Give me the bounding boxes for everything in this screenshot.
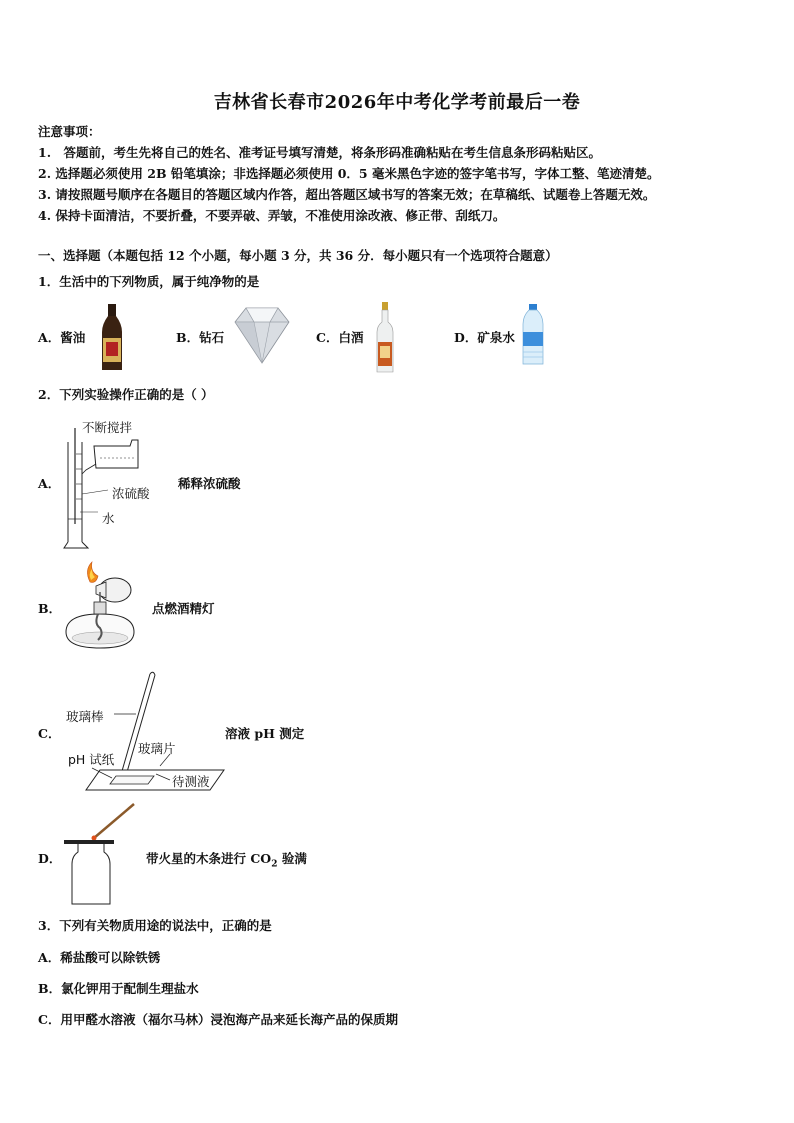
alcohol-lamp-figure: [60, 562, 142, 654]
q3-option-b: [38, 979, 199, 997]
dilution-label-water: 水: [102, 511, 115, 526]
q3-option-c-letter: C．: [38, 1012, 61, 1027]
q1-option-a-letter: A．: [38, 330, 61, 345]
q1-option-a: [38, 328, 85, 346]
q1-option-c-letter: C．: [316, 330, 339, 345]
q1-option-b: [176, 328, 224, 346]
q2-option-a-text: 稀释浓硫酸: [178, 476, 241, 491]
q3-option-b-text: 氯化钾用于配制生理盐水: [61, 981, 199, 996]
q1-option-b-text: 钻石: [199, 330, 225, 345]
co2-test-figure: [60, 800, 140, 908]
notice-item-2: 2. 选择题必须使用 2B 铅笔填涂；非选择题必须使用 0．5 毫米黑色字迹的签字笔书写，字体工整、笔迹清楚。: [38, 166, 660, 181]
q3-option-c: [38, 1010, 398, 1028]
q1-option-c: [316, 328, 363, 346]
notice-heading: 注意事项：: [38, 124, 101, 139]
question-3-stem: 3．下列有关物质用途的说法中，正确的是: [38, 918, 272, 933]
page-title: 吉林省长春市2026年中考化学考前最后一卷: [213, 92, 581, 113]
q1-option-d-text: 矿泉水: [477, 330, 515, 345]
q2-option-c-text: 溶液 pH 测定: [225, 726, 305, 741]
q3-option-a-letter: A．: [38, 950, 61, 965]
q2-option-d-text: [146, 849, 307, 870]
question-2-stem: 2．下列实验操作正确的是（ ）: [38, 387, 214, 402]
q3-option-a-text: 稀盐酸可以除铁锈: [60, 950, 161, 965]
notice-item-1: 1. 答题前，考生先将自己的姓名、准考证号填写清楚，将条形码准确粘贴在考生信息条形码粘贴区。: [38, 145, 602, 160]
q3-option-a: [38, 948, 160, 966]
section-heading: 一、选择题（本题包括 12 个小题，每小题 3 分，共 36 分．每小题只有一个选项符合题意）: [38, 248, 558, 263]
q1-option-d: [454, 328, 515, 346]
q2-option-b-text: 点燃酒精灯: [152, 601, 215, 616]
q1-option-c-text: 白酒: [338, 330, 364, 345]
q1-option-b-letter: B．: [176, 330, 200, 345]
q3-option-b-letter: B．: [38, 981, 62, 996]
q2-option-d-letter: D．: [38, 851, 62, 866]
q3-option-c-text: 用甲醛水溶液（福尔马林）浸泡海产品来延长海产品的保质期: [60, 1012, 398, 1027]
notice-item-4: 4. 保持卡面清洁，不要折叠，不要弄破、弄皱，不准使用涂改液、修正带、刮纸刀。: [38, 208, 506, 223]
q2-option-d-subscript: 2: [271, 859, 278, 870]
ph-label-solution: 待测液: [172, 774, 210, 789]
q2-option-b-letter: B．: [38, 601, 62, 616]
notice-item-3: 3. 请按照题号顺序在各题目的答题区域内作答，超出答题区域书写的答案无效；在草稿纸、试题卷上答题无效。: [38, 187, 656, 202]
diamond-image: [234, 306, 290, 364]
soy-sauce-bottle-image: [98, 304, 126, 372]
q2-option-c-letter: C．: [38, 726, 61, 741]
q2-option-a-letter: A．: [38, 476, 61, 491]
q2-option-d-text-pre: 带火星的木条进行 CO: [146, 851, 272, 866]
question-1-stem: 1．生活中的下列物质，属于纯净物的是: [38, 274, 260, 289]
dilution-label-acid: 浓硫酸: [112, 486, 150, 501]
liquor-bottle-image: [374, 302, 396, 374]
ph-label-rod: 玻璃棒: [66, 709, 104, 724]
ph-label-plate: 玻璃片: [138, 741, 176, 756]
dilution-label-stir: 不断搅拌: [82, 420, 133, 435]
q1-option-a-text: 酱油: [60, 330, 86, 345]
ph-label-paper: pH 试纸: [68, 752, 115, 767]
q2-option-d-text-post: 验满: [277, 851, 307, 866]
mineral-water-bottle-image: [520, 304, 546, 366]
q1-option-d-letter: D．: [454, 330, 478, 345]
